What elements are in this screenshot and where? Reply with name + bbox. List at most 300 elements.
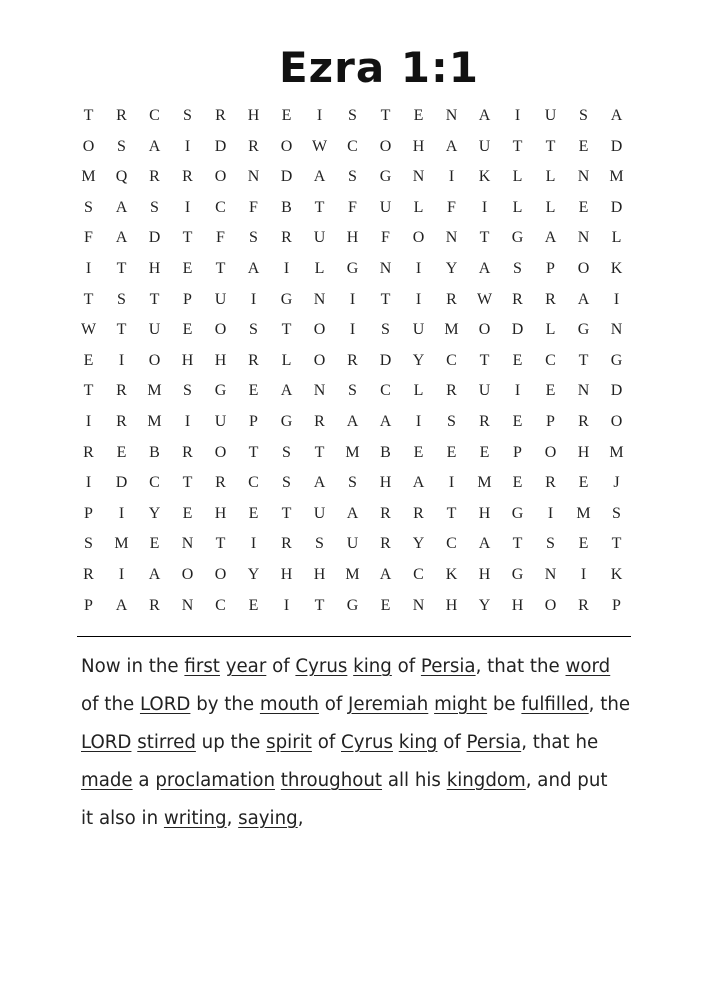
grid-letter: M [81, 168, 96, 186]
grid-letter: S [513, 259, 522, 277]
grid-letter: O [214, 565, 227, 583]
grid-letter: E [182, 259, 193, 277]
grid-letter: E [446, 443, 457, 461]
grid-letter: C [545, 351, 556, 369]
grid-letter: R [446, 382, 457, 400]
grid-letter: F [84, 229, 93, 247]
grid-letter: S [348, 474, 357, 492]
grid-letter: R [380, 504, 391, 522]
grid-letter: H [577, 443, 590, 461]
keyword: spirit [266, 732, 312, 753]
grid-letter: R [83, 565, 94, 583]
grid-letter: L [413, 382, 424, 400]
grid-letter: H [280, 565, 293, 583]
verse-segment: , [226, 808, 239, 829]
grid-letter: N [181, 596, 194, 614]
verse-segment: up the [195, 732, 267, 753]
page-title: Ezra 1:1 [278, 43, 480, 92]
grid-letter: A [148, 137, 161, 155]
grid-letter: I [448, 474, 455, 492]
grid-letter: F [249, 198, 258, 216]
grid-letter: H [214, 351, 227, 369]
grid-letter: C [380, 382, 391, 400]
grid-letter: Y [148, 504, 161, 522]
grid-letter: E [578, 474, 589, 492]
grid-letter: A [544, 229, 557, 247]
grid-letter: A [478, 107, 491, 124]
grid-letter: P [513, 443, 522, 461]
keyword: LORD [139, 694, 191, 715]
grid-letter: N [313, 382, 326, 400]
grid-letter: N [445, 107, 458, 124]
grid-letter: E [116, 443, 127, 461]
grid-letter: E [512, 412, 523, 430]
keyword: throughout [280, 770, 383, 791]
verse-segment: by the [190, 694, 260, 715]
grid-letter: T [380, 107, 391, 124]
grid-letter: N [544, 565, 557, 583]
grid-letter: E [281, 107, 292, 124]
grid-letter: I [184, 198, 191, 216]
grid-letter: D [280, 168, 293, 186]
grid-letter: S [315, 535, 324, 553]
keyword: LORD [81, 732, 132, 753]
grid-letter: A [379, 412, 392, 430]
grid-letter: L [611, 229, 622, 247]
grid-letter: P [84, 596, 93, 614]
grid-letter: Q [115, 168, 128, 186]
grid-letter: M [345, 565, 360, 583]
grid-letter: I [118, 351, 125, 369]
verse-segment: Now in the [81, 656, 185, 677]
verse-segment: , that the [475, 656, 566, 677]
grid-letter: I [283, 596, 290, 614]
grid-letter: R [149, 596, 160, 614]
grid-letter: R [413, 504, 424, 522]
grid-letter: E [182, 321, 193, 339]
grid-letter: R [512, 290, 523, 308]
verse-text [81, 648, 641, 838]
grid-letter: T [149, 290, 160, 308]
grid-letter: S [579, 107, 588, 124]
grid-letter: U [478, 382, 491, 400]
grid-letter: S [381, 321, 390, 339]
grid-letter: I [514, 382, 521, 400]
grid-letter: K [610, 565, 623, 583]
grid-letter: T [512, 137, 523, 155]
keyword: Persia [420, 656, 476, 677]
grid-letter: O [181, 565, 194, 583]
grid-letter: D [115, 474, 128, 492]
grid-letter: S [84, 198, 93, 216]
grid-letter: U [346, 535, 359, 553]
grid-letter: H [247, 107, 260, 124]
grid-letter: G [214, 382, 227, 400]
grid-letter: C [149, 107, 160, 124]
grid-letter: I [316, 107, 323, 124]
grid-letter: R [281, 229, 292, 247]
grid-letter: A [280, 382, 293, 400]
keyword: made [81, 770, 133, 791]
grid-letter: N [181, 535, 194, 553]
grid-letter: M [345, 443, 360, 461]
grid-letter: L [314, 259, 325, 277]
grid-letter: R [446, 290, 457, 308]
grid-letter: S [183, 382, 192, 400]
keyword: stirred [137, 732, 196, 753]
grid-letter: L [545, 168, 556, 186]
grid-letter: O [379, 137, 392, 155]
verse-segment: , that he [521, 732, 599, 753]
grid-letter: C [413, 565, 424, 583]
grid-letter: E [248, 504, 259, 522]
grid-letter: U [148, 321, 161, 339]
grid-letter: U [313, 229, 326, 247]
grid-letter: H [511, 596, 524, 614]
grid-letter: E [413, 443, 424, 461]
grid-letter: S [249, 321, 258, 339]
grid-letter: I [250, 290, 257, 308]
grid-letter: C [215, 596, 226, 614]
grid-letter: K [445, 565, 458, 583]
grid-letter: U [379, 198, 392, 216]
grid-letter: S [612, 504, 621, 522]
grid-letter: T [182, 229, 193, 247]
keyword: Jeremiah [348, 694, 429, 715]
grid-letter: E [248, 382, 259, 400]
grid-letter: S [117, 137, 126, 155]
grid-letter: I [415, 259, 422, 277]
grid-letter: O [214, 443, 227, 461]
grid-letter: E [413, 107, 424, 124]
grid-letter: I [415, 290, 422, 308]
grid-letter: F [348, 198, 357, 216]
grid-letter: K [610, 259, 623, 277]
grid-letter: I [349, 290, 356, 308]
grid-letter: T [182, 474, 193, 492]
grid-letter: B [149, 443, 160, 461]
grid-letter: O [148, 351, 161, 369]
grid-letter: S [117, 290, 126, 308]
grid-letter: M [147, 412, 162, 430]
grid-letter: C [347, 137, 358, 155]
grid-letter: O [214, 321, 227, 339]
grid-letter: H [379, 474, 392, 492]
grid-letter: C [215, 198, 226, 216]
grid-letter: T [314, 443, 325, 461]
keyword: proclamation [155, 770, 275, 791]
grid-letter: I [184, 412, 191, 430]
grid-letter: S [348, 382, 357, 400]
grid-letter: H [412, 137, 425, 155]
grid-letter: W [476, 290, 493, 308]
grid-letter: E [512, 351, 523, 369]
verse-segment: be [487, 694, 522, 715]
grid-letter: R [215, 107, 226, 124]
grid-letter: I [415, 412, 422, 430]
grid-letter: A [610, 107, 623, 124]
grid-letter: I [250, 535, 257, 553]
grid-letter: N [577, 168, 590, 186]
grid-letter: R [116, 412, 127, 430]
grid-letter: Y [445, 259, 458, 277]
grid-letter: A [577, 290, 590, 308]
verse-line [81, 648, 641, 686]
grid-letter: L [545, 198, 556, 216]
keyword: first [184, 656, 220, 677]
grid-letter: P [183, 290, 192, 308]
grid-letter: I [514, 107, 521, 124]
grid-letter: A [346, 412, 359, 430]
grid-letter: I [481, 198, 488, 216]
grid-letter: O [313, 321, 326, 339]
grid-letter: A [445, 137, 458, 155]
grid-letter: T [281, 321, 292, 339]
grid-letter: F [381, 229, 390, 247]
keyword: writing [163, 808, 227, 829]
grid-letter: N [379, 259, 392, 277]
keyword: saying [238, 808, 298, 829]
grid-letter: L [512, 198, 523, 216]
grid-letter: M [477, 474, 492, 492]
grid-letter: S [249, 229, 258, 247]
grid-letter: N [313, 290, 326, 308]
grid-letter: I [85, 474, 92, 492]
grid-letter: O [544, 596, 557, 614]
grid-letter: E [83, 351, 94, 369]
grid-letter: T [116, 321, 127, 339]
grid-letter: R [248, 137, 259, 155]
grid-letter: O [313, 351, 326, 369]
verse-segment: of [311, 732, 341, 753]
keyword: might [434, 694, 488, 715]
grid-letter: S [348, 168, 357, 186]
grid-letter: A [478, 535, 491, 553]
grid-letter: S [282, 474, 291, 492]
grid-letter: G [346, 259, 359, 277]
grid-letter: R [380, 535, 391, 553]
grid-letter: N [577, 229, 590, 247]
grid-letter: G [346, 596, 359, 614]
grid-letter: I [118, 565, 125, 583]
grid-letter: S [84, 535, 93, 553]
grid-letter: T [380, 290, 391, 308]
grid-letter: H [478, 565, 491, 583]
grid-letter: R [545, 290, 556, 308]
verse-segment: of the [81, 694, 140, 715]
grid-letter: Y [412, 351, 425, 369]
grid-letter: S [546, 535, 555, 553]
grid-letter: O [610, 412, 623, 430]
grid-letter: W [80, 321, 97, 339]
grid-letter: C [248, 474, 259, 492]
grid-letter: H [181, 351, 194, 369]
grid-letter: T [611, 535, 622, 553]
grid-letter: T [446, 504, 457, 522]
grid-letter: L [281, 351, 292, 369]
verse-segment: of [318, 694, 349, 715]
grid-letter: E [512, 474, 523, 492]
grid-letter: G [280, 412, 293, 430]
grid-letter: H [313, 565, 326, 583]
grid-letter: C [149, 474, 160, 492]
grid-letter: C [446, 535, 457, 553]
grid-letter: D [148, 229, 161, 247]
grid-letter: E [380, 596, 391, 614]
grid-letter: Y [412, 535, 425, 553]
divider [77, 636, 631, 637]
verse-line [81, 800, 641, 838]
grid-letter: F [216, 229, 225, 247]
grid-letter: A [346, 504, 359, 522]
grid-letter: T [512, 535, 523, 553]
grid-letter: A [313, 168, 326, 186]
grid-letter: I [85, 259, 92, 277]
grid-letter: G [511, 229, 524, 247]
grid-letter: I [184, 137, 191, 155]
grid-letter: Y [247, 565, 260, 583]
grid-letter: A [478, 259, 491, 277]
grid-letter: T [83, 382, 94, 400]
grid-letter: A [115, 596, 128, 614]
verse-line [81, 724, 641, 762]
grid-letter: M [147, 382, 162, 400]
grid-letter: I [448, 168, 455, 186]
grid-letter: E [149, 535, 160, 553]
grid-letter: R [182, 168, 193, 186]
verse-segment: all his [382, 770, 447, 791]
grid-letter: E [182, 504, 193, 522]
grid-letter: U [214, 290, 227, 308]
grid-letter: D [511, 321, 524, 339]
grid-letter: M [609, 168, 624, 186]
grid-letter: A [148, 565, 161, 583]
grid-letter: A [313, 474, 326, 492]
grid-letter: N [445, 229, 458, 247]
grid-letter: R [149, 168, 160, 186]
grid-letter: B [380, 443, 391, 461]
grid-letter: H [214, 504, 227, 522]
grid-letter: T [116, 259, 127, 277]
keyword: word [565, 656, 611, 677]
grid-letter: E [578, 137, 589, 155]
grid-letter: T [83, 290, 94, 308]
grid-letter: T [314, 596, 325, 614]
grid-letter: U [412, 321, 425, 339]
grid-letter: G [511, 565, 524, 583]
verse-segment: , the [588, 694, 631, 715]
grid-letter: P [84, 504, 93, 522]
grid-letter: G [511, 504, 524, 522]
grid-letter: O [577, 259, 590, 277]
grid-letter: H [478, 504, 491, 522]
grid-letter: H [445, 596, 458, 614]
grid-letter: R [116, 107, 127, 124]
grid-letter: P [546, 412, 555, 430]
grid-letter: M [444, 321, 459, 339]
grid-letter: T [248, 443, 259, 461]
grid-letter: R [281, 535, 292, 553]
grid-letter: P [612, 596, 621, 614]
grid-letter: J [613, 474, 620, 492]
verse-segment: it also in [81, 808, 164, 829]
grid-letter: T [83, 107, 94, 124]
grid-letter: N [577, 382, 590, 400]
grid-letter: E [545, 382, 556, 400]
keyword: Persia [466, 732, 522, 753]
keyword: king [398, 732, 438, 753]
grid-letter: R [116, 382, 127, 400]
grid-letter: A [247, 259, 260, 277]
grid-letter: S [150, 198, 159, 216]
keyword: mouth [259, 694, 319, 715]
keyword: Cyrus [341, 732, 393, 753]
grid-letter: R [83, 443, 94, 461]
grid-letter: R [215, 474, 226, 492]
grid-letter: Y [478, 596, 491, 614]
grid-letter: H [148, 259, 161, 277]
grid-letter: N [247, 168, 260, 186]
grid-letter: I [580, 565, 587, 583]
verse-segment: of [437, 732, 467, 753]
verse-line [81, 762, 641, 800]
grid-letter: R [479, 412, 490, 430]
grid-letter: M [114, 535, 129, 553]
grid-letter: M [576, 504, 591, 522]
verse-segment: of [266, 656, 296, 677]
grid-letter: T [479, 351, 490, 369]
verse-segment: a [132, 770, 156, 791]
grid-letter: D [610, 198, 623, 216]
grid-letter: H [346, 229, 359, 247]
grid-letter: I [118, 504, 125, 522]
grid-letter: L [545, 321, 556, 339]
grid-letter: M [609, 443, 624, 461]
grid-letter: I [349, 321, 356, 339]
grid-letter: N [610, 321, 623, 339]
grid-letter: A [115, 229, 128, 247]
keyword: kingdom [446, 770, 526, 791]
keyword: year [225, 656, 267, 677]
verse-segment: , and put [525, 770, 608, 791]
grid-letter: S [282, 443, 291, 461]
verse-segment: of [391, 656, 421, 677]
grid-letter: O [214, 168, 227, 186]
grid-letter: E [578, 535, 589, 553]
grid-letter: R [182, 443, 193, 461]
grid-letter: S [183, 107, 192, 124]
grid-letter: E [578, 198, 589, 216]
grid-letter: R [314, 412, 325, 430]
grid-letter: T [314, 198, 325, 216]
grid-letter: B [281, 198, 292, 216]
grid-letter: F [447, 198, 456, 216]
grid-letter: G [610, 351, 623, 369]
grid-letter: T [281, 504, 292, 522]
grid-letter: T [215, 535, 226, 553]
grid-letter: I [283, 259, 290, 277]
grid-letter: O [82, 137, 95, 155]
grid-letter: G [280, 290, 293, 308]
grid-letter: O [280, 137, 293, 155]
grid-letter: T [578, 351, 589, 369]
grid-letter: G [577, 321, 590, 339]
grid-letter: R [578, 596, 589, 614]
grid-letter: U [478, 137, 491, 155]
grid-letter: I [85, 412, 92, 430]
grid-letter: R [347, 351, 358, 369]
grid-letter: T [479, 229, 490, 247]
